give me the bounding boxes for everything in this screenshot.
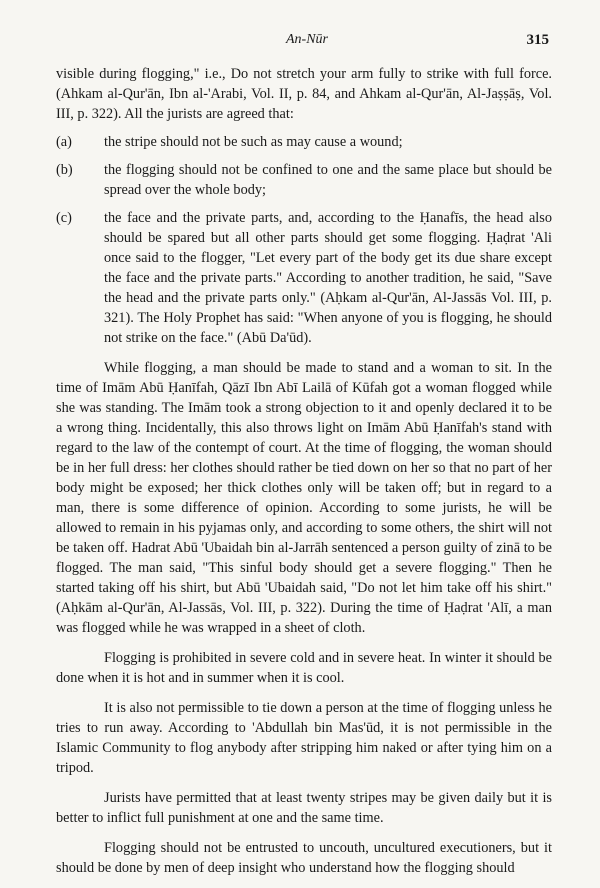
paragraph: Flogging is prohibited in severe cold and in severe heat. In winter it should be done when it is hot and in summer when it is cool. (56, 650, 552, 686)
paragraph: It is also not permissible to tie down a person at the time of flogging unless he tries to run away. According to 'Abdullah bin Mas'ūd, it is not permissible in the Islamic Community to flog anybody after stripping him naked or after tying him on a tripod. (56, 700, 552, 776)
paragraph: While flogging, a man should be made to stand and a woman to sit. In the time of Imām Abū Ḥanīfah, Qāzī Ibn Abī Lailā of Kūfah got a woman flogged while she was standing. The Imām took a strong objection to it and openly declared it to be a wrong thing. Incidentally, this also throws light on Imām Abū Ḥanīfah's stand with regard to the law of the contempt of court. At the time of flogging, the woman should be in her full dress: her clothes should rather be tied down on her so that no part of her body might be exposed; her thick clothes only will be taken off; but in regard to a man, there is some difference of opinion. According to some jurists, he will be allowed to remain in his pyjamas only, and according to some others, the shirt will not be taken off. Hadrat Abū 'Ubaidah bin al-Jarrāh sentenced a person guilty of zinā to be flogged. The man said, "This sinful body should get a severe flogging." Then he started taking off his shirt, but Abū 'Ubaidah said, "Do not let him take off his shirt." (Aḥkām al-Qur'ān, Al-Jassās, Vol. III, p. 322). During the time of Ḥaḍrat 'Alī, a man was flogged while he was wrapped in a sheet of cloth. (56, 360, 552, 636)
intro-paragraph: visible during flogging," i.e., Do not stretch your arm fully to strike with full force. (Ahkam al-Qur'ān, Ibn al-'Arabi, Vol. II, p. 84, and Ahkam al-Qur'ān, Al-Jaṣṣāṣ, Vol. III, p. 322). All the jurists are agreed that: (56, 66, 552, 122)
page-number: 315 (526, 32, 549, 48)
list-marker: (a) (56, 134, 72, 150)
list-marker: (b) (56, 162, 73, 178)
list-item-text: the flogging should not be confined to one and the same place but should be spread over the whole body; (104, 162, 552, 198)
jurist-conditions-list (56, 132, 552, 348)
paragraph: Flogging should not be entrusted to uncouth, uncultured executioners, but it should be done by men of deep insight who understand how the flogging should (56, 840, 552, 876)
list-item-text: the stripe should not be such as may cause a wound; (104, 134, 403, 150)
list-item (56, 160, 552, 200)
running-head: An-Nūr (286, 32, 328, 47)
paragraph: Jurists have permitted that at least twenty stripes may be given daily but it is better to inflict full punishment at one and the same time. (56, 790, 552, 826)
list-item-text: the face and the private parts, and, according to the Ḥanafīs, the head also should be spared but all other parts should get some flogging. Ḥaḍrat 'Ali once said to the flogger, "Let every part of the body get its due share except the face and the private parts." According to another tradition, he said, "Save the head and the private parts only." (Aḥkam al-Qur'ān, Al-Jassās Vol. III, p. 321). The Holy Prophet has said: "When anyone of you is flogging, he should not strike on the face." (Abū Da'ūd). (104, 210, 552, 346)
list-item (56, 208, 552, 348)
page-header (0, 32, 600, 52)
list-marker: (c) (56, 210, 72, 226)
body-text (56, 64, 552, 878)
list-item (56, 132, 552, 152)
